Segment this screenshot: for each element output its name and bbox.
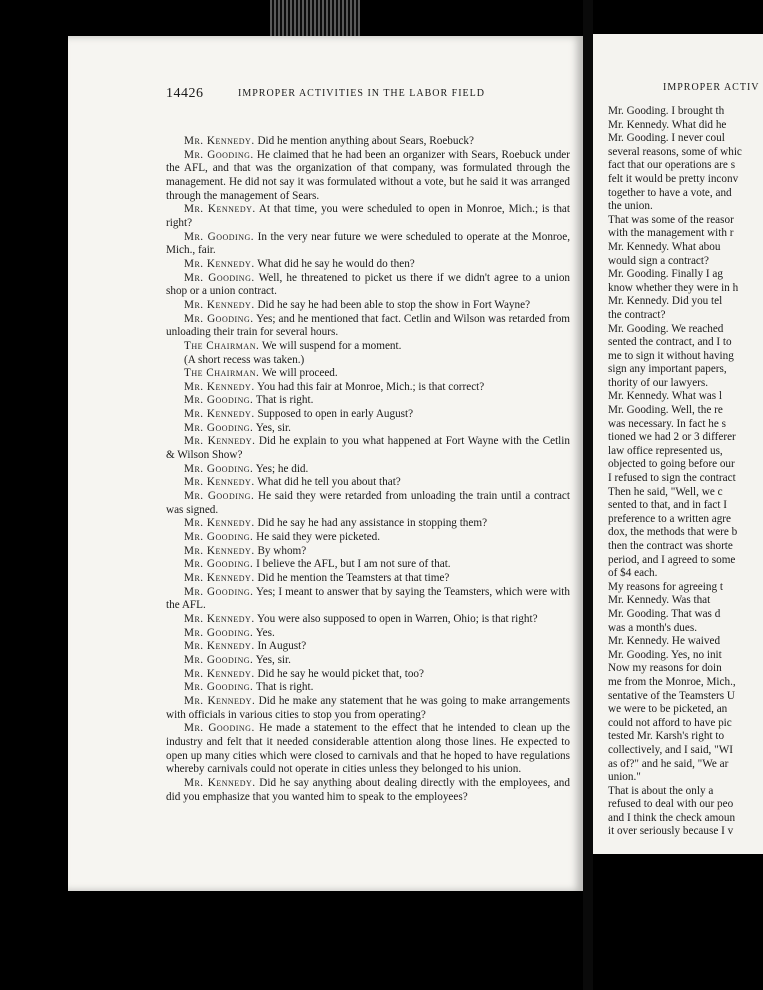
- paragraph: [166, 422, 570, 436]
- paragraph: [166, 531, 570, 545]
- speaker-name: Mr. Gooding.: [184, 585, 254, 598]
- text-line: of $4 each.: [608, 567, 658, 580]
- speaker-name: Mr. Kennedy.: [184, 544, 255, 557]
- text-line: union.": [608, 771, 641, 784]
- binding-edge: [270, 0, 360, 36]
- text-line: the union.: [608, 200, 653, 213]
- text-line: sentative of the Teamsters U: [608, 689, 736, 702]
- text-line: would sign a contract?: [608, 254, 709, 267]
- paragraph: [166, 354, 570, 368]
- paragraph: [166, 408, 570, 422]
- right-page: [593, 34, 763, 854]
- text-line: Mr. Kennedy. What abou: [608, 240, 721, 253]
- speaker-name: Mr. Kennedy.: [184, 640, 255, 653]
- paragraph-text: Did he make any statement that he was going to make arrangements with officials in various cities to stop you from operating?: [166, 694, 571, 721]
- text-line: know whether they were in h: [608, 281, 739, 294]
- text-line: refused to deal with our peo: [608, 798, 734, 811]
- text-line: That is about the only a: [608, 784, 714, 797]
- text-line: could not afford to have pic: [608, 716, 732, 729]
- paragraph: [166, 394, 570, 408]
- right-body-text: [608, 105, 763, 839]
- paragraph-text: Yes; I meant to answer that by saying the Teamsters, which were with the AFL.: [166, 585, 570, 612]
- paragraph: [166, 299, 570, 313]
- paragraph: [166, 722, 570, 777]
- paragraph-text: Did he say he had been able to stop the show in Fort Wayne?: [254, 298, 531, 311]
- paragraph-text: (A short recess was taken.): [184, 353, 305, 366]
- paragraph: [166, 490, 570, 517]
- paragraph-text: Yes, sir.: [253, 653, 291, 666]
- text-line: and I think the check amoun: [608, 811, 736, 824]
- speaker-name: Mr. Gooding.: [184, 531, 254, 544]
- text-line: sign any important papers,: [608, 363, 727, 376]
- paragraph: [166, 258, 570, 272]
- text-line: together to have a vote, and: [608, 186, 732, 199]
- text-line: objected to going before our: [608, 458, 735, 471]
- paragraph: [166, 340, 570, 354]
- speaker-name: The Chairman.: [184, 339, 260, 352]
- text-line: collectively, and I said, "WI: [608, 743, 733, 756]
- text-line: Mr. Gooding. Finally I ag: [608, 268, 723, 281]
- paragraph: [166, 517, 570, 531]
- text-line: it over seriously because I v: [608, 825, 734, 838]
- paragraph: [166, 135, 570, 149]
- paragraph-text: In the very near future we were scheduled to operate at the Monroe, Mich., fair.: [166, 230, 571, 257]
- speaker-name: Mr. Gooding.: [184, 653, 254, 666]
- paragraph-text: Did he say he had any assistance in stopping them?: [254, 517, 488, 530]
- text-line: Mr. Kennedy. What did he: [608, 118, 727, 131]
- text-line: That was some of the reasor: [608, 213, 734, 226]
- paragraph: [166, 313, 570, 340]
- paragraph: [166, 695, 570, 722]
- paragraph: [166, 272, 570, 299]
- text-line: dox, the methods that were b: [608, 526, 738, 539]
- left-page: [68, 36, 583, 891]
- speaker-name: Mr. Gooding.: [184, 148, 254, 161]
- text-line: Mr. Kennedy. Was that: [608, 594, 711, 607]
- paragraph-text: Did he explain to you what happened at Fort Wayne with the Cetlin & Wilson Show?: [166, 435, 570, 462]
- paragraph: [166, 572, 570, 586]
- text-line: law office represented us,: [608, 444, 723, 457]
- speaker-name: Mr. Gooding.: [184, 312, 254, 325]
- speaker-name: Mr. Gooding.: [184, 558, 254, 571]
- paragraph-text: Did he mention the Teamsters at that time?: [254, 572, 450, 584]
- text-line: My reasons for agreeing t: [608, 580, 723, 593]
- text-line: felt it would be pretty inconv: [608, 172, 739, 185]
- paragraph: [166, 203, 570, 230]
- paragraph-text: By whom?: [254, 544, 307, 557]
- paragraph: [166, 777, 570, 804]
- text-line: Mr. Gooding. Well, the re: [608, 404, 723, 417]
- paragraph-text: What did he say he would do then?: [254, 257, 415, 270]
- body-text: [166, 135, 570, 804]
- text-line: Mr. Gooding. I brought th: [608, 105, 725, 117]
- text-line: tested Mr. Karsh's right to: [608, 730, 725, 743]
- text-line: sented to that, and in fact I: [608, 499, 727, 512]
- paragraph-text: Yes, sir.: [253, 421, 291, 434]
- speaker-name: Mr. Kennedy.: [184, 135, 255, 147]
- paragraph-text: You had this fair at Monroe, Mich.; is that correct?: [254, 380, 485, 393]
- paragraph-text: In August?: [254, 640, 307, 653]
- paragraph-text: He said they were retarded from unloading the train until a contract was signed.: [166, 490, 570, 516]
- paragraph-text: At that time, you were scheduled to open in Monroe, Mich.; is that right?: [166, 203, 571, 229]
- text-line: me to sign it without having: [608, 349, 734, 362]
- speaker-name: Mr. Kennedy.: [184, 776, 256, 789]
- text-line: Now my reasons for doin: [608, 662, 722, 675]
- paragraph: [166, 558, 570, 572]
- paragraph: [166, 463, 570, 477]
- paragraph-text: You were also supposed to open in Warren, Ohio; is that right?: [254, 612, 538, 625]
- text-line: Mr. Kennedy. Did you tel: [608, 295, 723, 308]
- text-line: Mr. Kennedy. He waived: [608, 635, 721, 648]
- paragraph-text: Did he mention anything about Sears, Roebuck?: [254, 135, 474, 147]
- text-line: period, and I agreed to some: [608, 553, 736, 566]
- speaker-name: Mr. Kennedy.: [184, 435, 256, 448]
- right-running-title: IMPROPER ACTIV: [663, 82, 760, 93]
- paragraph: [166, 586, 570, 613]
- paragraph-text: He said they were picketed.: [253, 531, 381, 544]
- speaker-name: Mr. Kennedy.: [184, 572, 255, 584]
- paragraph-text: Yes; and he mentioned that fact. Cetlin and Wilson was retarded from unloading their train for several hours.: [166, 312, 570, 339]
- paragraph-text: Yes; he did.: [253, 462, 309, 475]
- speaker-name: Mr. Gooding.: [184, 230, 255, 243]
- paragraph-text: That is right.: [253, 681, 314, 694]
- paragraph: [166, 149, 570, 204]
- speaker-name: Mr. Kennedy.: [184, 517, 255, 530]
- speaker-name: The Chairman.: [184, 367, 260, 380]
- speaker-name: Mr. Kennedy.: [184, 612, 255, 625]
- paragraph-text: He made a statement to the effect that he intended to clean up the industry and felt that it needed considerable attention along those lines. He expected to open up many cities which were closed to carnivals and that he hoped to have regulations whereby carnivals could not operate in cities unless they belonged to his union.: [166, 722, 570, 776]
- text-line: was necessary. In fact he s: [608, 417, 726, 430]
- speaker-name: Mr. Kennedy.: [184, 694, 256, 707]
- paragraph-text: I believe the AFL, but I am not sure of that.: [253, 558, 451, 571]
- speaker-name: Mr. Kennedy.: [184, 257, 255, 270]
- text-line: as of?" and he said, "We ar: [608, 757, 729, 770]
- paragraph: [166, 545, 570, 559]
- speaker-name: Mr. Gooding.: [184, 421, 254, 434]
- text-line: several reasons, some of whic: [608, 145, 742, 158]
- paragraph-text: Did he say anything about dealing directly with the employees, and did you emphasize that you wanted him to speak to the employees?: [166, 776, 570, 803]
- text-line: me from the Monroe, Mich.,: [608, 675, 736, 688]
- paragraph: [166, 627, 570, 641]
- paragraph: [166, 681, 570, 695]
- page-gutter: [583, 0, 593, 990]
- paragraph-text: Did he say he would picket that, too?: [254, 667, 424, 680]
- speaker-name: Mr. Kennedy.: [184, 380, 255, 393]
- text-line: sented the contract, and I to: [608, 336, 732, 349]
- paragraph: [166, 367, 570, 381]
- speaker-name: Mr. Kennedy.: [184, 298, 255, 311]
- text-line: Mr. Kennedy. What was l: [608, 390, 723, 403]
- paragraph: [166, 668, 570, 682]
- speaker-name: Mr. Gooding.: [184, 626, 254, 639]
- speaker-name: Mr. Kennedy.: [184, 203, 256, 216]
- text-line: with the management with r: [608, 227, 734, 240]
- speaker-name: Mr. Gooding.: [184, 394, 254, 407]
- text-line: tioned we had 2 or 3 differer: [608, 431, 736, 444]
- speaker-name: Mr. Kennedy.: [184, 408, 255, 421]
- text-line: thority of our lawyers.: [608, 376, 709, 389]
- speaker-name: Mr. Gooding.: [184, 271, 255, 284]
- paragraph: [166, 654, 570, 668]
- paragraph-text: He claimed that he had been an organizer with Sears, Roebuck under the AFL, and that was the organization of that company, was formulated through the management. He did not say it was formulated without a vote, but he said it was arranged through the management of Sears.: [166, 148, 570, 202]
- text-line: Mr. Gooding. I never coul: [608, 132, 725, 145]
- paragraph: [166, 435, 570, 462]
- paragraph: [166, 476, 570, 490]
- paragraph-text: That is right.: [253, 394, 314, 407]
- text-line: I refused to sign the contract: [608, 472, 736, 485]
- text-line: was a month's dues.: [608, 621, 698, 634]
- paragraph-text: Well, he threatened to picket us there if we didn't agree to a union shop or a union contract.: [166, 271, 571, 298]
- speaker-name: Mr. Gooding.: [184, 462, 254, 475]
- paragraph: [166, 613, 570, 627]
- text-line: the contract?: [608, 308, 666, 321]
- speaker-name: Mr. Gooding.: [184, 722, 255, 735]
- text-line: we were to be picketed, an: [608, 703, 728, 716]
- speaker-name: Mr. Kennedy.: [184, 476, 255, 489]
- page-number: 14426: [166, 86, 204, 101]
- speaker-name: Mr. Gooding.: [184, 681, 254, 694]
- paragraph: [166, 231, 570, 258]
- speaker-name: Mr. Gooding.: [184, 490, 255, 503]
- paragraph-text: Yes.: [253, 626, 275, 639]
- text-line: Mr. Gooding. We reached: [608, 322, 724, 335]
- paragraph-text: We will proceed.: [259, 367, 338, 380]
- paragraph: [166, 381, 570, 395]
- paragraph-text: What did he tell you about that?: [254, 476, 401, 489]
- paragraph-text: We will suspend for a moment.: [259, 339, 402, 352]
- text-line: Mr. Gooding. Yes, no init: [608, 648, 722, 661]
- text-line: fact that our operations are s: [608, 159, 736, 172]
- text-line: then the contract was shorte: [608, 540, 733, 552]
- text-line: Then he said, "Well, we c: [608, 485, 723, 498]
- paragraph: [166, 640, 570, 654]
- text-line: preference to a written agre: [608, 512, 731, 525]
- running-title: IMPROPER ACTIVITIES IN THE LABOR FIELD: [238, 88, 485, 99]
- paragraph-text: Supposed to open in early August?: [254, 408, 414, 421]
- speaker-name: Mr. Kennedy.: [184, 667, 255, 680]
- text-line: Mr. Gooding. That was d: [608, 607, 721, 620]
